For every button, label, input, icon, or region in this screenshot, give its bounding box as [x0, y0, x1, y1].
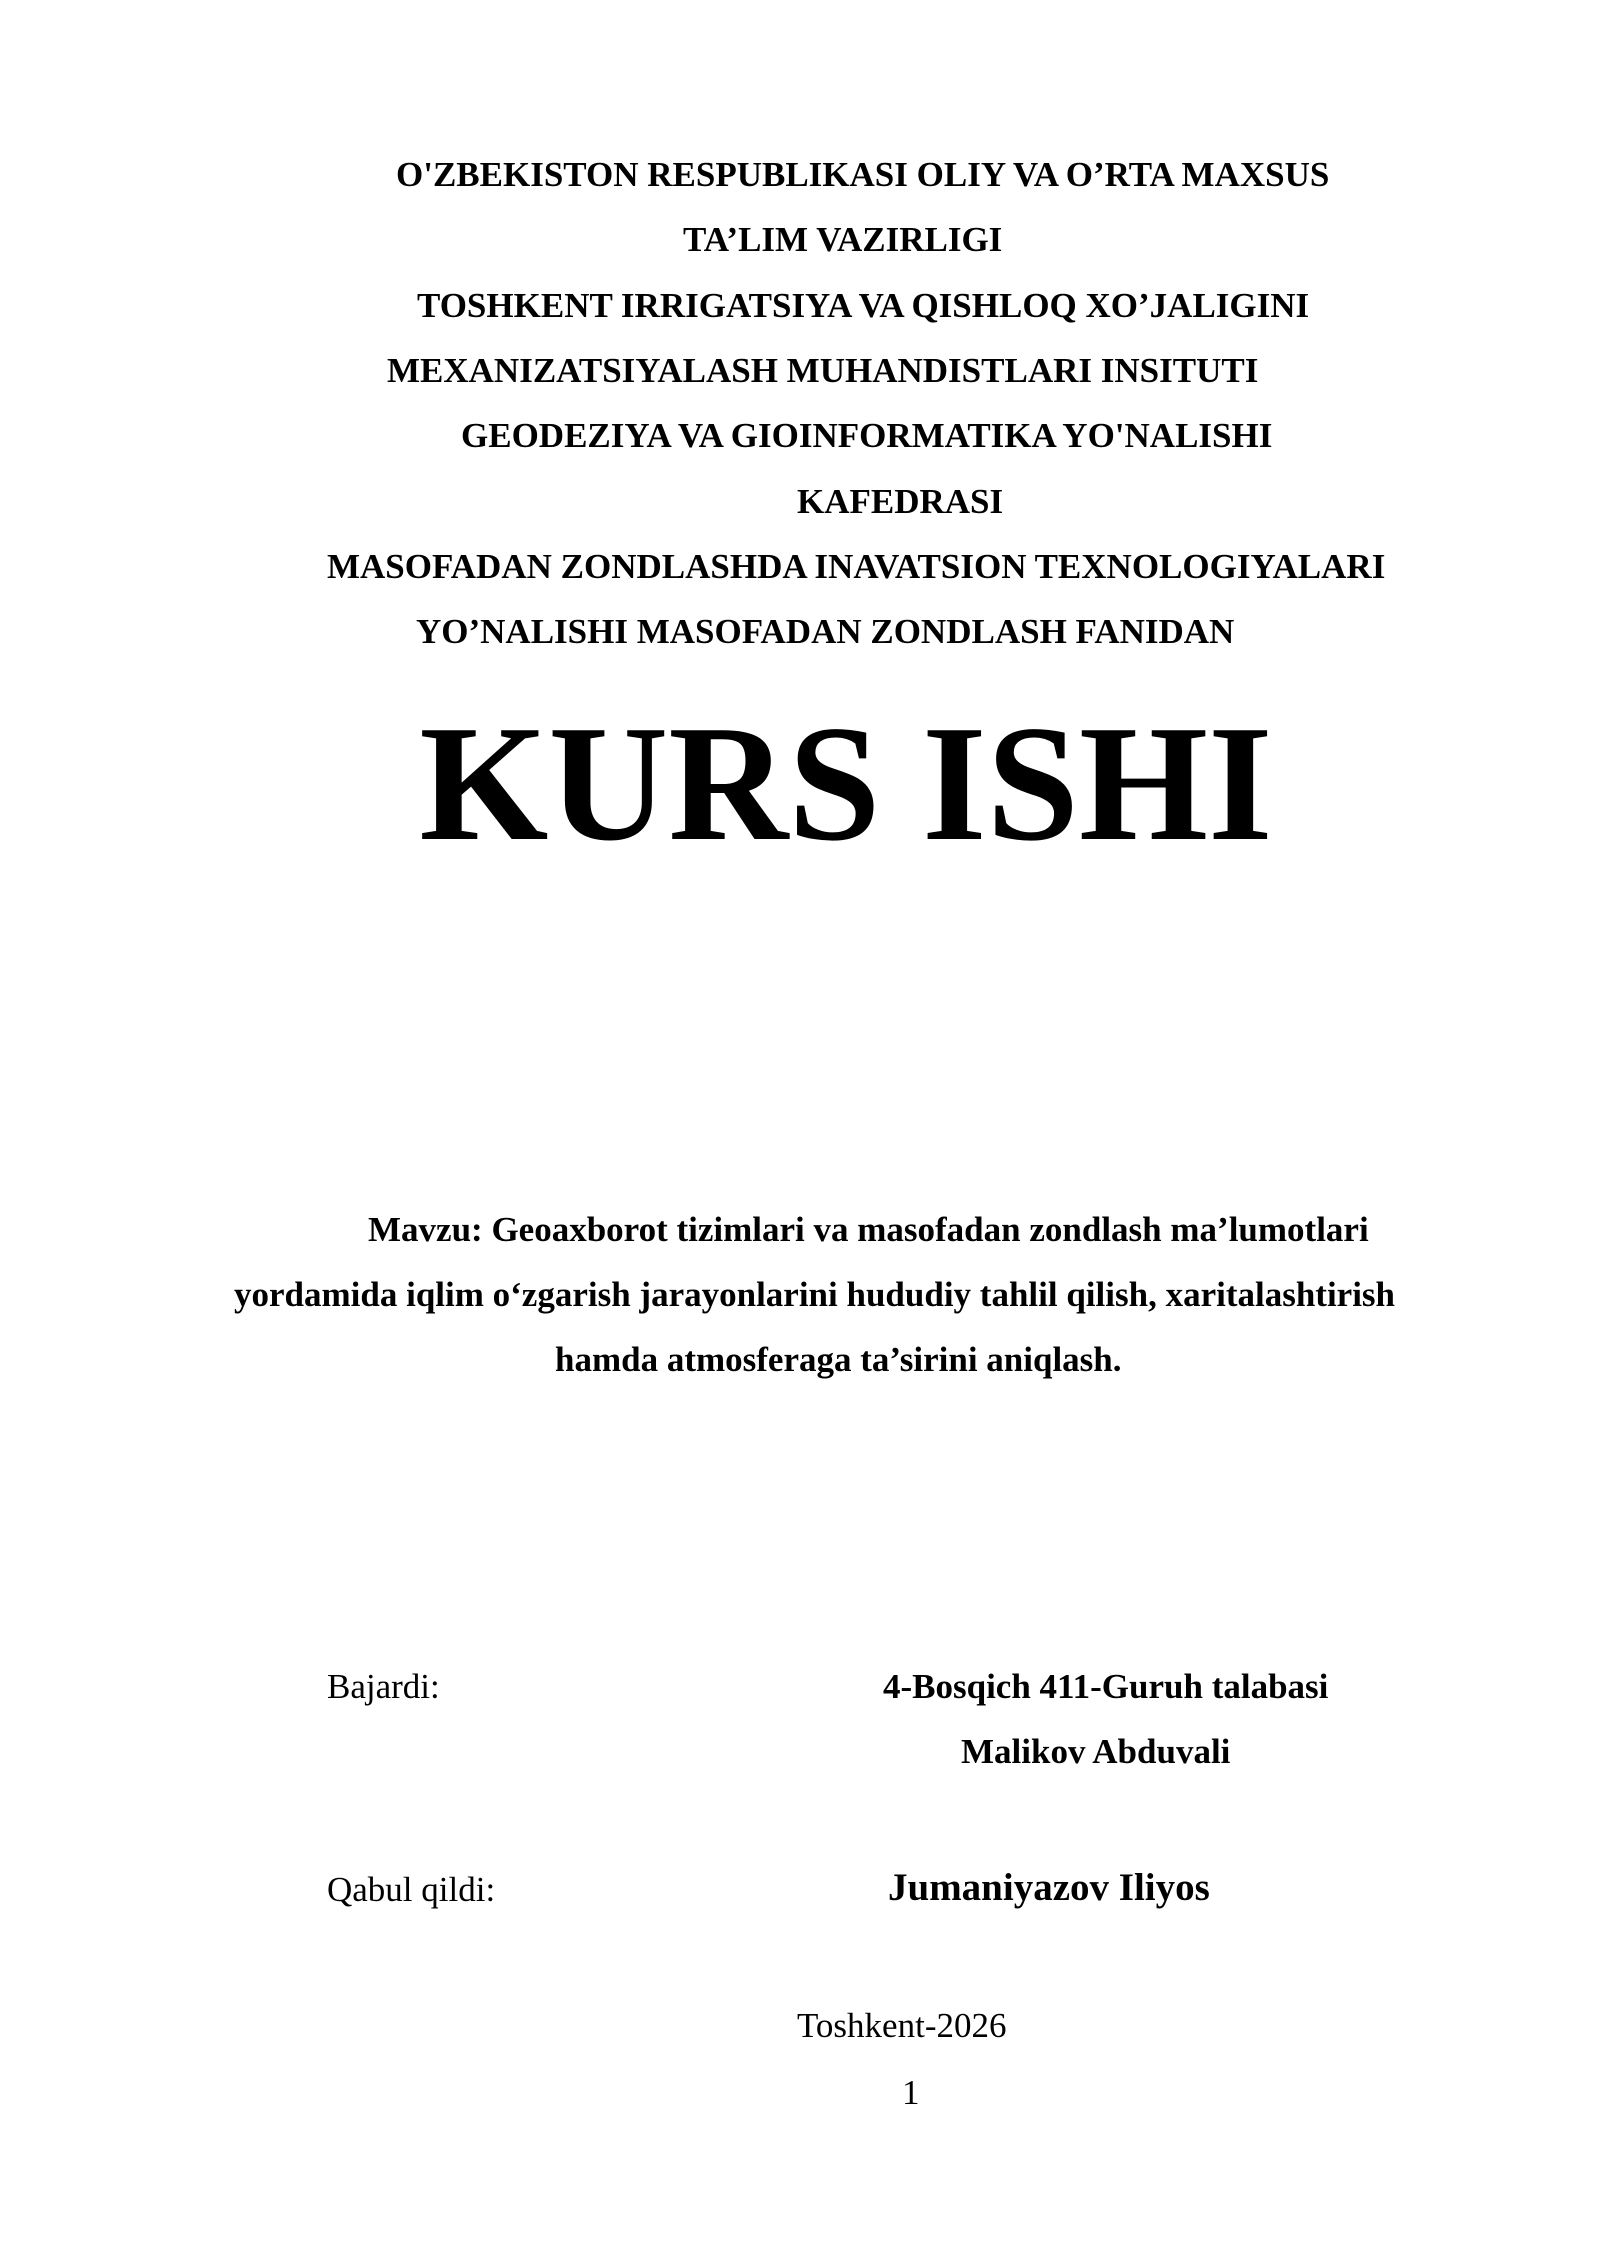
performer-name: Malikov Abduvali: [961, 1732, 1231, 1771]
header-line-institute: TOSHKENT IRRIGATSIYA VA QISHLOQ XO’JALIGINI: [417, 286, 1310, 325]
topic-line-2: yordamida iqlim o‘zgarish jarayonlarini hududiy tahlil qilish, xaritalashtirish: [234, 1275, 1396, 1314]
topic-line-3: hamda atmosferaga ta’sirini aniqlash.: [555, 1340, 1122, 1379]
header-line-direction: MASOFADAN ZONDLASHDA INAVATSION TEXNOLOGIYALARI: [327, 547, 1386, 586]
topic-line-1: Mavzu: Geoaxborot tizimlari va masofadan zondlash ma’lumotlari: [368, 1210, 1369, 1249]
performer-group: 4-Bosqich 411-Guruh talabasi: [883, 1667, 1329, 1706]
header-line-ministry-cont: TA’LIM VAZIRLIGI: [683, 220, 1003, 259]
performer-label: Bajardi:: [327, 1667, 440, 1706]
reviewer-label: Qabul qildi:: [327, 1870, 496, 1909]
header-line-subject: YO’NALISHI MASOFADAN ZONDLASH FANIDAN: [416, 612, 1235, 651]
page-number: 1: [902, 2073, 920, 2112]
document-title: KURS ISHI: [419, 691, 1273, 875]
header-line-ministry: O'ZBEKISTON RESPUBLIKASI OLIY VA O’RTA MAXSUS: [396, 155, 1330, 194]
reviewer-name: Jumaniyazov Iliyos: [888, 1866, 1210, 1909]
header-line-department-cont: KAFEDRASI: [797, 482, 1004, 521]
header-line-department: GEODEZIYA VA GIOINFORMATIKA YO'NALISHI: [461, 416, 1273, 455]
city-year: Toshkent-2026: [797, 2006, 1007, 2045]
header-line-institute-cont: MEXANIZATSIYALASH MUHANDISTLARI INSITUTI: [387, 351, 1259, 390]
